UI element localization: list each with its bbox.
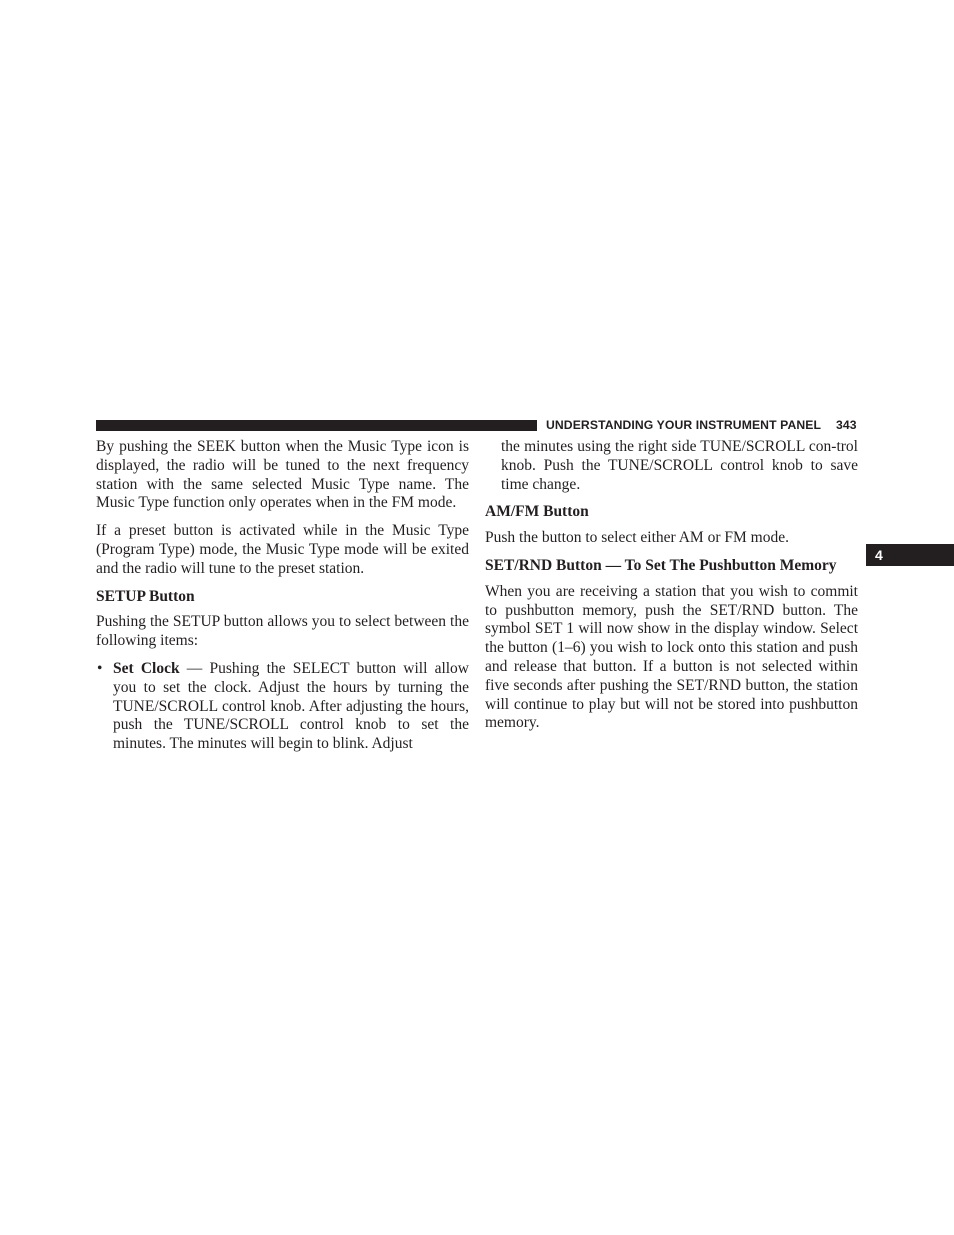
left-column: [96, 438, 469, 754]
paragraph-set-rnd: When you are receiving a station that you wish to commit to pushbutton memory, push the SET/RND button. The symbol SET 1 will now show in the display window. Select the button (1–6) you wish to lock onto this station and push and release that button. If a button is not selected within five seconds after pushing the SET/RND button, the station will continue to play but will not be stored into pushbutton memory.: [485, 582, 858, 732]
paragraph-setup: Pushing the SETUP button allows you to select between the following items:: [96, 613, 469, 650]
bullet-continuation: the minutes using the right side TUNE/SCROLL con-trol knob. Push the TUNE/SCROLL control knob to save time change.: [501, 438, 858, 493]
header-rule: [96, 420, 537, 431]
bullet-term: Set Clock: [113, 659, 180, 677]
heading-am-fm-button: AM/FM Button: [485, 503, 589, 521]
paragraph-seek: By pushing the SEEK button when the Music Type icon is displayed, the radio will be tuned to the next frequency station with the same selected Music Type name. The Music Type function only operates when in the FM mode.: [96, 438, 469, 512]
list-item-set-clock: [96, 660, 469, 754]
page-number: 343: [836, 418, 857, 432]
right-column: [485, 438, 858, 733]
chapter-tab: 4: [866, 544, 954, 566]
paragraph-am-fm: Push the button to select either AM or FM mode.: [485, 529, 789, 547]
bullet-dot: •: [97, 659, 103, 677]
paragraph-preset: If a preset button is activated while in the Music Type (Program Type) mode, the Music Type mode will be exited and the radio will tune to the preset station.: [96, 522, 469, 577]
heading-setup-button: SETUP Button: [96, 587, 195, 605]
section-title: UNDERSTANDING YOUR INSTRUMENT PANEL: [546, 418, 822, 432]
heading-set-rnd-button: SET/RND Button — To Set The Pushbutton Memory: [485, 556, 837, 574]
running-header: [546, 417, 858, 433]
bullet-text: — Pushing the SELECT button will allow you to set the clock. Adjust the hours by turning the TUNE/SCROLL control knob. After adjusting the hours, push the TUNE/SCROLL control knob to set the minutes. The minutes will begin to blink. Adjust: [113, 659, 470, 753]
